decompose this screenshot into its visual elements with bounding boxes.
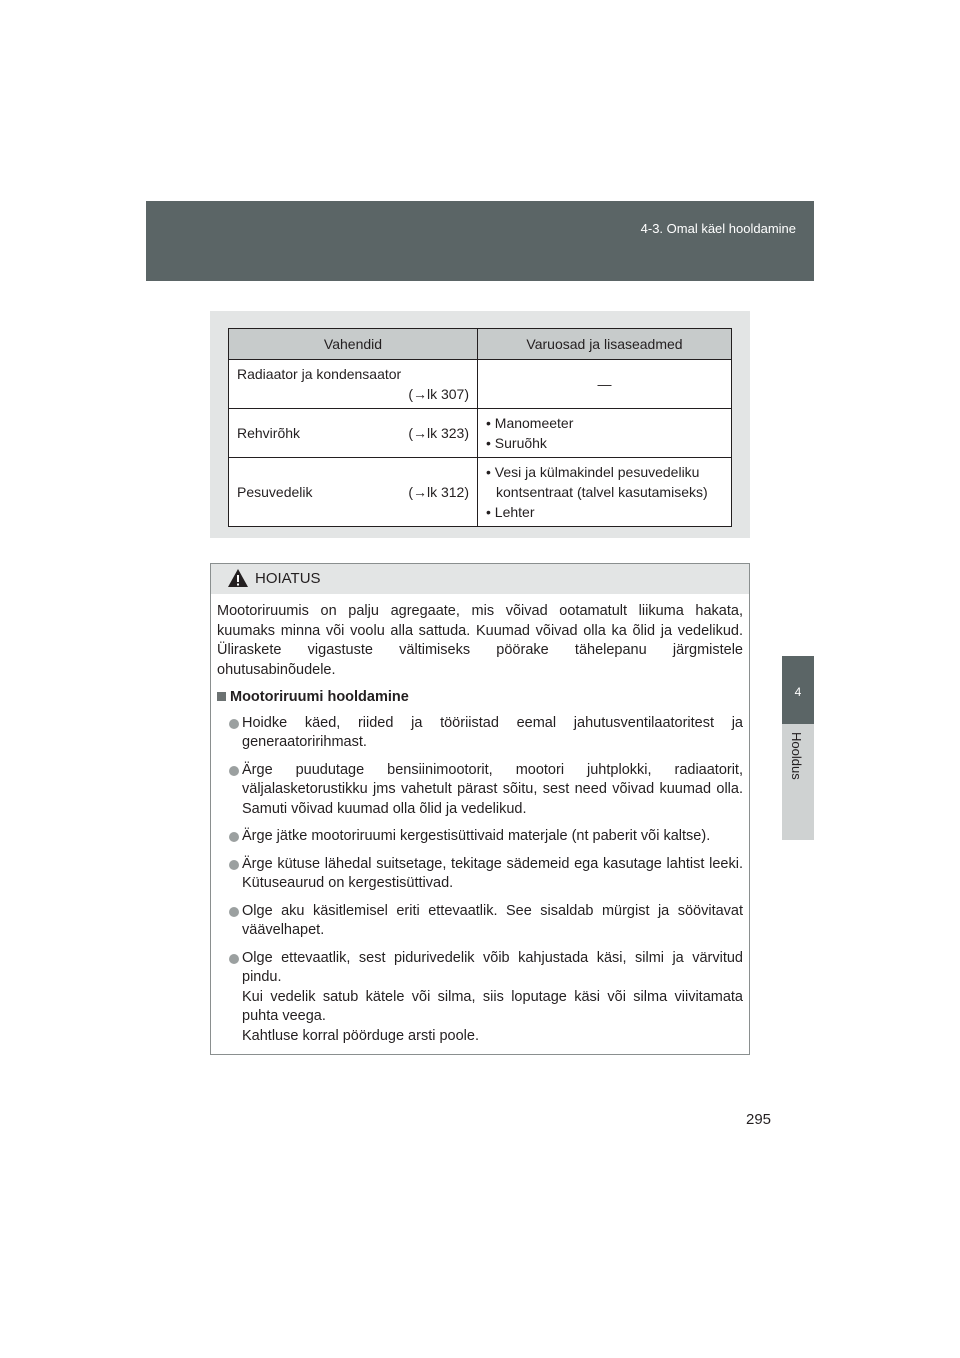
column-header-parts: Varuosad ja lisaseadmed: [478, 329, 732, 360]
bullet-dot-icon: [229, 907, 239, 917]
parts-item: • Vesi ja külmakindel pesuvedeliku kontsentraat (talvel kasutamiseks): [486, 464, 708, 500]
tool-name: Radiaator ja kondensaator: [237, 366, 402, 382]
warning-box: [210, 563, 750, 1055]
section-title: 4-3. Omal käel hooldamine: [640, 221, 796, 236]
list-item: Olge ettevaatlik, sest pidurivedelik võib kahjustada käsi, silmi ja värvitud pindu. Kui vedelik satub kätele või silma, siis loputage käsi või silma viivitamata puhta veega. Kahtluse korral pöörduge arsti poole.: [217, 949, 743, 1047]
page-number: 295: [746, 1111, 772, 1128]
tool-name: Pesuvedelik: [237, 484, 313, 500]
chapter-tab: [782, 656, 814, 724]
table-row: [229, 458, 732, 527]
chapter-label-tab: [782, 724, 814, 840]
table-row: [229, 409, 732, 458]
chapter-label: Hooldus: [789, 732, 804, 780]
parts-item: • Lehter: [486, 504, 535, 520]
bullet-dot-icon: [229, 719, 239, 729]
tool-name: Rehvirõhk: [237, 425, 301, 441]
parts-none: —: [597, 376, 612, 392]
list-item: Hoidke käed, riided ja tööriistad eemal jahutusventilaatoritest ja generaatoririhmast.: [217, 714, 743, 753]
tool-cell: [229, 409, 478, 458]
bullet-dot-icon: [229, 832, 239, 842]
warning-intro: Mootoriruumis on palju agregaate, mis võivad ootamatult liikuma hakata, kuumaks minna või voolu alla sattuda. Kuumad võivad olla ka õlid ja vedelikud. Üliraskete vigastuste vältimiseks pöörake tähelepanu järgmistele ohutusabinõudele.: [217, 603, 743, 678]
page-reference: (→lk 323): [408, 425, 469, 441]
list-item: Ärge jätke mootoriruumi kergestisüttivaid materjale (nt paberit või kaltse).: [217, 827, 743, 847]
parts-item: • Suruõhk: [486, 435, 547, 451]
parts-cell: [478, 360, 732, 409]
warning-title: HOIATUS: [255, 570, 321, 587]
warning-body: [211, 594, 749, 1046]
parts-cell: [478, 409, 732, 458]
list-item: Ärge puudutage bensiinimootorit, mootori juhtplokki, radiaatorit, väljalasketorustikku jms vahetult pärast sõitu, sest need võivad kuumad olla. Samuti võivad kuumad olla õlid ja vedelikud.: [217, 761, 743, 820]
bullet-dot-icon: [229, 766, 239, 776]
warning-header: [211, 564, 749, 594]
table-row: [229, 360, 732, 409]
table-header-row: [229, 329, 732, 360]
page-reference: (→lk 307): [408, 386, 469, 402]
parts-item: • Manomeeter: [486, 415, 574, 431]
square-bullet-icon: [217, 692, 226, 701]
warning-subheading: Mootoriruumi hooldamine: [217, 688, 743, 708]
bullet-dot-icon: [229, 954, 239, 964]
tool-cell: [229, 458, 478, 527]
chapter-number: 4: [794, 685, 802, 699]
column-header-tools: Vahendid: [229, 329, 478, 360]
warning-triangle-icon: [227, 568, 249, 593]
parts-cell: [478, 458, 732, 527]
tools-table-panel: [210, 311, 750, 538]
page-reference: (→lk 312): [408, 484, 469, 500]
list-item: Ärge kütuse lähedal suitsetage, tekitage sädemeid ega kasutage lahtist leeki. Kütuseaurud on kergestisüttivad.: [217, 855, 743, 894]
list-item: Olge aku käsitlemisel eriti ettevaatlik. See sisaldab mürgist ja söövitavat väävelhapet.: [217, 902, 743, 941]
tool-cell: [229, 360, 478, 409]
section-header-band: [146, 201, 814, 281]
tools-table: [228, 328, 732, 527]
bullet-dot-icon: [229, 860, 239, 870]
